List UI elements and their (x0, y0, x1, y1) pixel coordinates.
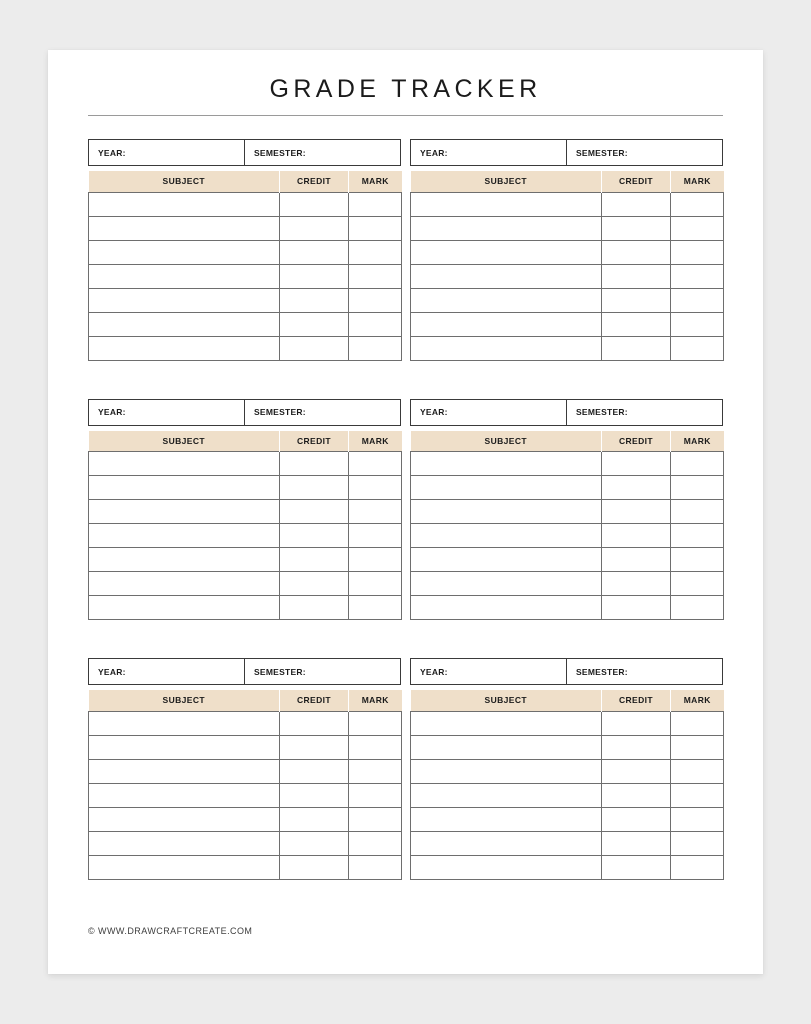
table-cell[interactable] (280, 735, 349, 759)
table-cell[interactable] (280, 452, 349, 476)
table-cell[interactable] (89, 855, 280, 879)
column-header-subject: SUBJECT (89, 431, 280, 452)
table-row (89, 452, 402, 476)
year-label: YEAR: (420, 147, 448, 158)
table-cell[interactable] (411, 807, 602, 831)
table-cell[interactable] (411, 783, 602, 807)
table-cell[interactable] (89, 807, 280, 831)
footer-credit: © WWW.DRAWCRAFTCREATE.COM (88, 926, 253, 936)
year-semester-row (88, 139, 401, 166)
semester-label: SEMESTER: (576, 666, 628, 677)
table-cell[interactable] (411, 831, 602, 855)
grade-table (410, 431, 724, 621)
table-cell[interactable] (89, 336, 280, 360)
table-row (411, 759, 724, 783)
table-cell[interactable] (602, 831, 671, 855)
table-cell[interactable] (671, 831, 724, 855)
table-cell[interactable] (349, 264, 402, 288)
table-row (89, 240, 402, 264)
table-cell[interactable] (671, 240, 724, 264)
table-row (411, 312, 724, 336)
semester-field[interactable] (567, 659, 722, 684)
table-cell[interactable] (411, 735, 602, 759)
table-cell[interactable] (349, 216, 402, 240)
table-row (411, 572, 724, 596)
grade-table (88, 431, 402, 621)
column-header-credit: CREDIT (602, 171, 671, 192)
table-row (89, 476, 402, 500)
table-header-row (89, 431, 402, 452)
table-cell[interactable] (602, 572, 671, 596)
table-row (411, 548, 724, 572)
table-cell[interactable] (280, 336, 349, 360)
table-cell[interactable] (280, 711, 349, 735)
tracker-block (88, 658, 401, 880)
table-cell[interactable] (602, 500, 671, 524)
table-row (411, 711, 724, 735)
table-cell[interactable] (411, 476, 602, 500)
table-cell[interactable] (89, 572, 280, 596)
table-row (89, 264, 402, 288)
table-cell[interactable] (349, 312, 402, 336)
table-row (89, 548, 402, 572)
table-cell[interactable] (89, 831, 280, 855)
year-field[interactable] (411, 659, 567, 684)
semester-field[interactable] (245, 659, 400, 684)
table-cell[interactable] (349, 596, 402, 620)
table-cell[interactable] (280, 572, 349, 596)
table-cell[interactable] (602, 288, 671, 312)
table-cell[interactable] (89, 288, 280, 312)
table-cell[interactable] (349, 192, 402, 216)
grade-table (88, 171, 402, 361)
table-cell[interactable] (602, 807, 671, 831)
table-cell[interactable] (411, 596, 602, 620)
table-cell[interactable] (671, 783, 724, 807)
table-cell[interactable] (349, 452, 402, 476)
table-cell[interactable] (89, 524, 280, 548)
year-field[interactable] (89, 659, 245, 684)
table-cell[interactable] (411, 548, 602, 572)
table-row (89, 855, 402, 879)
table-cell[interactable] (349, 735, 402, 759)
table-cell[interactable] (89, 192, 280, 216)
table-cell[interactable] (411, 759, 602, 783)
table-cell[interactable] (280, 783, 349, 807)
table-cell[interactable] (602, 240, 671, 264)
table-cell[interactable] (89, 452, 280, 476)
table-row (89, 312, 402, 336)
table-row (89, 500, 402, 524)
table-row (89, 596, 402, 620)
table-header-row (89, 690, 402, 711)
column-header-mark: MARK (349, 171, 402, 192)
table-cell[interactable] (280, 831, 349, 855)
table-cell[interactable] (411, 524, 602, 548)
table-header-row (411, 431, 724, 452)
table-row (411, 476, 724, 500)
table-cell[interactable] (280, 264, 349, 288)
table-cell[interactable] (89, 735, 280, 759)
table-row (89, 831, 402, 855)
table-cell[interactable] (411, 288, 602, 312)
year-semester-row (88, 658, 401, 685)
year-label: YEAR: (420, 407, 448, 417)
table-row (411, 596, 724, 620)
tracker-block (410, 658, 723, 880)
table-row (411, 452, 724, 476)
year-field[interactable] (411, 140, 567, 165)
year-field[interactable] (411, 400, 567, 425)
table-cell[interactable] (411, 264, 602, 288)
table-row (411, 240, 724, 264)
table-cell[interactable] (602, 524, 671, 548)
year-semester-row (410, 399, 723, 426)
table-row (411, 831, 724, 855)
table-row (89, 288, 402, 312)
table-cell[interactable] (671, 288, 724, 312)
table-cell[interactable] (602, 452, 671, 476)
table-cell[interactable] (671, 759, 724, 783)
table-cell[interactable] (602, 783, 671, 807)
table-cell[interactable] (349, 831, 402, 855)
table-cell[interactable] (411, 572, 602, 596)
semester-label: SEMESTER: (254, 407, 306, 417)
table-cell[interactable] (602, 596, 671, 620)
table-cell[interactable] (89, 312, 280, 336)
table-cell[interactable] (602, 759, 671, 783)
column-header-mark: MARK (349, 690, 402, 711)
grade-table (410, 171, 724, 361)
table-cell[interactable] (280, 855, 349, 879)
semester-label: SEMESTER: (254, 147, 306, 158)
table-row (89, 807, 402, 831)
table-row (411, 216, 724, 240)
table-cell[interactable] (280, 759, 349, 783)
year-label: YEAR: (98, 147, 126, 158)
table-cell[interactable] (280, 216, 349, 240)
table-cell[interactable] (411, 500, 602, 524)
table-cell[interactable] (671, 807, 724, 831)
grade-table (88, 690, 402, 880)
table-cell[interactable] (411, 711, 602, 735)
table-row (89, 759, 402, 783)
table-header-row (411, 690, 724, 711)
table-row (411, 807, 724, 831)
column-header-subject: SUBJECT (89, 171, 280, 192)
tracker-block (88, 399, 401, 621)
table-row (411, 735, 724, 759)
column-header-credit: CREDIT (602, 690, 671, 711)
table-cell[interactable] (411, 216, 602, 240)
printable-sheet (48, 50, 763, 974)
year-label: YEAR: (98, 666, 126, 677)
table-cell[interactable] (671, 216, 724, 240)
tracker-block (410, 399, 723, 621)
table-cell[interactable] (602, 192, 671, 216)
grade-table (410, 690, 724, 880)
table-cell[interactable] (280, 596, 349, 620)
table-cell[interactable] (671, 312, 724, 336)
table-cell[interactable] (280, 240, 349, 264)
semester-field[interactable] (245, 140, 400, 165)
semester-field[interactable] (245, 400, 400, 425)
table-row (89, 783, 402, 807)
table-cell[interactable] (349, 711, 402, 735)
column-header-credit: CREDIT (602, 431, 671, 452)
column-header-credit: CREDIT (280, 171, 349, 192)
year-semester-row (410, 139, 723, 166)
table-row (89, 192, 402, 216)
table-cell[interactable] (349, 524, 402, 548)
table-cell[interactable] (349, 759, 402, 783)
table-cell[interactable] (280, 807, 349, 831)
table-row (89, 572, 402, 596)
table-cell[interactable] (280, 312, 349, 336)
table-cell[interactable] (411, 336, 602, 360)
column-header-subject: SUBJECT (411, 431, 602, 452)
table-cell[interactable] (602, 216, 671, 240)
table-cell[interactable] (280, 524, 349, 548)
table-cell[interactable] (602, 476, 671, 500)
table-cell[interactable] (411, 240, 602, 264)
table-row (89, 711, 402, 735)
semester-label: SEMESTER: (576, 407, 628, 417)
table-row (89, 524, 402, 548)
year-label: YEAR: (98, 407, 126, 417)
table-cell[interactable] (349, 807, 402, 831)
table-cell[interactable] (602, 855, 671, 879)
column-header-mark: MARK (671, 171, 724, 192)
table-cell[interactable] (671, 264, 724, 288)
year-field[interactable] (89, 140, 245, 165)
table-cell[interactable] (671, 855, 724, 879)
column-header-credit: CREDIT (280, 690, 349, 711)
table-cell[interactable] (411, 312, 602, 336)
table-cell[interactable] (89, 548, 280, 572)
table-cell[interactable] (89, 596, 280, 620)
table-cell[interactable] (349, 240, 402, 264)
table-cell[interactable] (89, 500, 280, 524)
table-cell[interactable] (411, 855, 602, 879)
table-cell[interactable] (349, 855, 402, 879)
table-cell[interactable] (602, 264, 671, 288)
table-cell[interactable] (671, 572, 724, 596)
table-cell[interactable] (671, 500, 724, 524)
table-cell[interactable] (89, 264, 280, 288)
table-cell[interactable] (671, 452, 724, 476)
table-cell[interactable] (280, 288, 349, 312)
table-cell[interactable] (349, 336, 402, 360)
table-cell[interactable] (671, 336, 724, 360)
table-cell[interactable] (280, 192, 349, 216)
table-cell[interactable] (280, 476, 349, 500)
table-cell[interactable] (89, 759, 280, 783)
table-cell[interactable] (89, 476, 280, 500)
tracker-block (88, 139, 401, 361)
table-cell[interactable] (671, 524, 724, 548)
tracker-block (410, 139, 723, 361)
title-block (88, 76, 723, 116)
page-title: GRADE TRACKER (269, 75, 542, 103)
table-cell[interactable] (671, 192, 724, 216)
table-row (411, 855, 724, 879)
table-cell[interactable] (89, 783, 280, 807)
table-row (411, 288, 724, 312)
table-row (89, 735, 402, 759)
table-cell[interactable] (349, 572, 402, 596)
table-cell[interactable] (411, 192, 602, 216)
table-row (411, 336, 724, 360)
table-row (411, 500, 724, 524)
table-cell[interactable] (89, 711, 280, 735)
column-header-subject: SUBJECT (89, 690, 280, 711)
table-row (411, 524, 724, 548)
table-cell[interactable] (671, 596, 724, 620)
table-row (411, 192, 724, 216)
year-semester-row (88, 399, 401, 426)
table-cell[interactable] (602, 548, 671, 572)
semester-field[interactable] (567, 140, 722, 165)
column-header-subject: SUBJECT (411, 171, 602, 192)
table-cell[interactable] (89, 216, 280, 240)
title-divider (88, 115, 723, 116)
column-header-credit: CREDIT (280, 431, 349, 452)
table-cell[interactable] (349, 288, 402, 312)
table-cell[interactable] (671, 476, 724, 500)
table-cell[interactable] (671, 735, 724, 759)
table-cell[interactable] (280, 548, 349, 572)
table-row (411, 783, 724, 807)
table-cell[interactable] (89, 240, 280, 264)
semester-field[interactable] (567, 400, 722, 425)
table-cell[interactable] (602, 312, 671, 336)
semester-label: SEMESTER: (576, 147, 628, 158)
table-cell[interactable] (349, 783, 402, 807)
year-field[interactable] (89, 400, 245, 425)
table-cell[interactable] (602, 711, 671, 735)
table-header-row (411, 171, 724, 192)
tracker-block-grid (88, 139, 723, 880)
table-row (89, 216, 402, 240)
table-cell[interactable] (349, 500, 402, 524)
column-header-mark: MARK (349, 431, 402, 452)
column-header-mark: MARK (671, 431, 724, 452)
table-header-row (89, 171, 402, 192)
table-cell[interactable] (349, 476, 402, 500)
table-cell[interactable] (671, 548, 724, 572)
table-cell[interactable] (602, 336, 671, 360)
column-header-mark: MARK (671, 690, 724, 711)
table-row (411, 264, 724, 288)
table-cell[interactable] (602, 735, 671, 759)
table-cell[interactable] (671, 711, 724, 735)
table-row (89, 336, 402, 360)
table-cell[interactable] (411, 452, 602, 476)
column-header-subject: SUBJECT (411, 690, 602, 711)
table-cell[interactable] (280, 500, 349, 524)
semester-label: SEMESTER: (254, 666, 306, 677)
table-cell[interactable] (349, 548, 402, 572)
year-semester-row (410, 658, 723, 685)
year-label: YEAR: (420, 666, 448, 677)
